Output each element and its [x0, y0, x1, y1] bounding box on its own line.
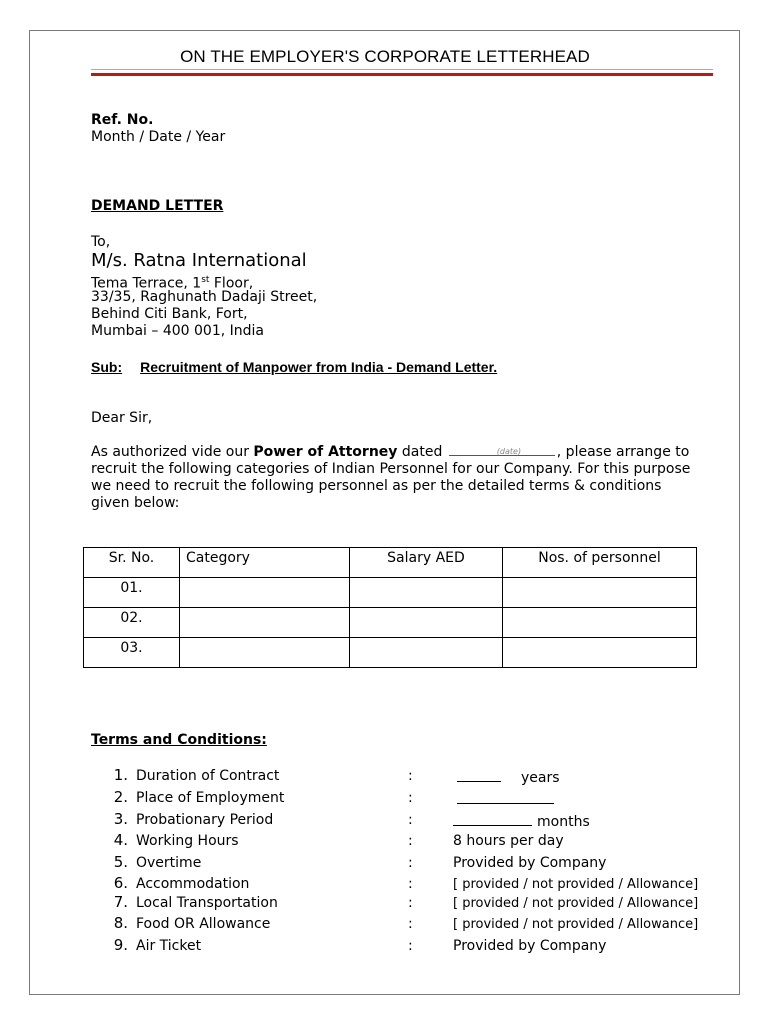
term-label: Accommodation — [136, 876, 250, 892]
term-label: Probationary Period — [136, 812, 274, 828]
term-value: Provided by Company — [453, 855, 607, 871]
row-category — [180, 608, 350, 638]
term-value: 8 hours per day — [453, 833, 564, 849]
term-number: 5. — [113, 853, 128, 871]
header-sr-no: Sr. No. — [84, 548, 180, 578]
header-salary: Salary AED — [350, 548, 503, 578]
doc-title: DEMAND LETTER — [91, 198, 224, 214]
term-separator: : — [408, 768, 413, 784]
term-separator: : — [408, 855, 413, 871]
row-category — [180, 578, 350, 608]
ref-label: Ref. No. — [91, 112, 154, 128]
term-value — [457, 790, 554, 809]
table-row — [84, 608, 697, 638]
term-label: Place of Employment — [136, 790, 285, 806]
term-number: 4. — [113, 831, 128, 849]
term-number: 2. — [113, 788, 128, 806]
date-blank: (date) — [449, 444, 555, 456]
term-number: 1. — [113, 766, 128, 784]
term-label: Local Transportation — [136, 895, 278, 911]
page-border — [29, 30, 740, 995]
row-salary — [350, 638, 503, 668]
term-value: [ provided / not provided / Allowance] — [453, 896, 699, 911]
table-row — [84, 638, 697, 668]
letterhead-title: ON THE EMPLOYER'S CORPORATE LETTERHEAD — [180, 47, 590, 66]
term-separator: : — [408, 790, 413, 806]
letterhead-rule-thin — [91, 69, 713, 70]
term-value: Provided by Company — [453, 938, 607, 954]
term-label: Overtime — [136, 855, 202, 871]
recipient-address-line1: Tema Terrace, 1st Floor, — [91, 275, 254, 292]
term-number: 7. — [113, 893, 128, 911]
header-category: Category — [180, 548, 350, 578]
salutation: Dear Sir, — [91, 410, 153, 426]
recipient-address-line2: 33/35, Raghunath Dadaji Street, — [91, 289, 318, 305]
term-value: months — [453, 812, 590, 831]
row-nos — [503, 578, 697, 608]
term-label: Food OR Allowance — [136, 916, 271, 932]
term-separator: : — [408, 833, 413, 849]
term-separator: : — [408, 938, 413, 954]
term-separator: : — [408, 812, 413, 828]
row-nos — [503, 608, 697, 638]
table-header-row — [84, 548, 697, 578]
subject-line: Sub: Recruitment of Manpower from India - Demand Letter. — [91, 359, 498, 375]
body-paragraph: As authorized vide our Power of Attorney dated (date) , please arrange to recruit the following categories of Indian Personnel for our Company. For this purpose we need to recruit the following personnel as per the detailed terms & conditions given below: — [91, 444, 691, 511]
personnel-table — [83, 547, 697, 668]
recipient-address-line3: Behind Citi Bank, Fort, — [91, 306, 248, 322]
term-value: [ provided / not provided / Allowance] — [453, 877, 699, 892]
row-category — [180, 638, 350, 668]
term-number: 9. — [113, 936, 128, 954]
term-separator: : — [408, 895, 413, 911]
term-number: 6. — [113, 874, 128, 892]
term-number: 3. — [113, 810, 128, 828]
recipient-name: M/s. Ratna International — [91, 250, 307, 271]
term-separator: : — [408, 876, 413, 892]
term-value: [ provided / not provided / Allowance] — [453, 917, 699, 932]
row-sr-no: 03. — [84, 638, 180, 668]
term-label: Air Ticket — [136, 938, 202, 954]
row-salary — [350, 608, 503, 638]
row-salary — [350, 578, 503, 608]
table-row — [84, 578, 697, 608]
header-nos-personnel: Nos. of personnel — [503, 548, 697, 578]
row-sr-no: 02. — [84, 608, 180, 638]
term-label: Working Hours — [136, 833, 239, 849]
term-separator: : — [408, 916, 413, 932]
letterhead-rule — [91, 73, 713, 76]
row-nos — [503, 638, 697, 668]
term-label: Duration of Contract — [136, 768, 280, 784]
term-number: 8. — [113, 914, 128, 932]
date-line: Month / Date / Year — [91, 129, 226, 145]
recipient-address-line4: Mumbai – 400 001, India — [91, 323, 264, 339]
term-value: years — [457, 768, 560, 787]
to-label: To, — [91, 234, 111, 250]
terms-title: Terms and Conditions: — [91, 732, 267, 748]
row-sr-no: 01. — [84, 578, 180, 608]
